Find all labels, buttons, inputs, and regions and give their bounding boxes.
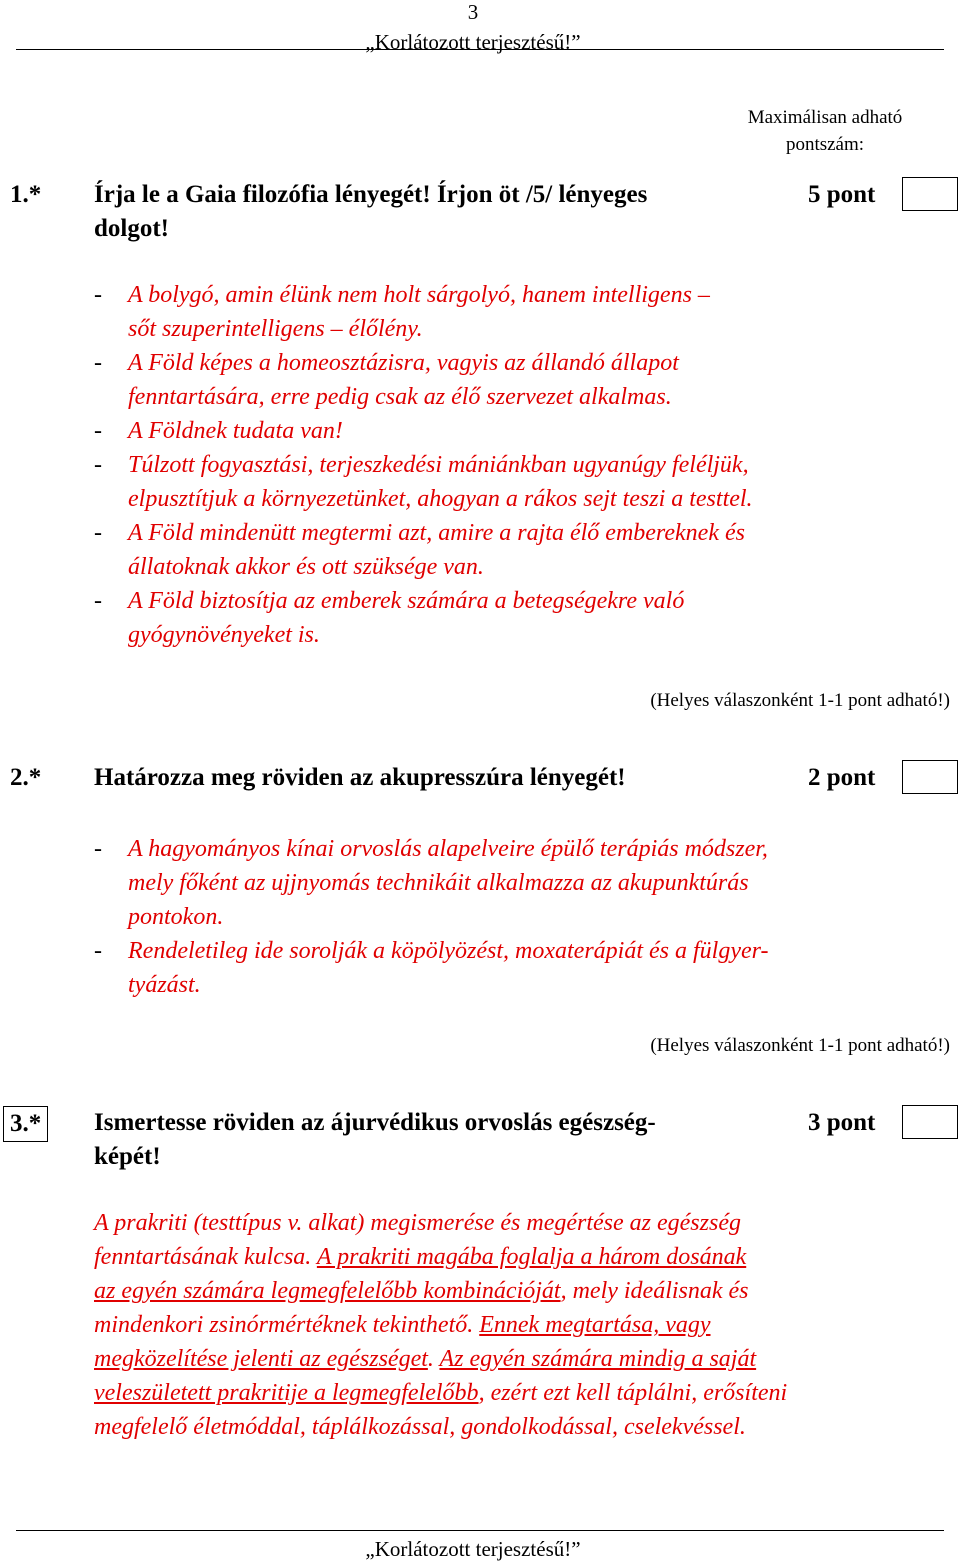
- question-1-text-line2: dolgot!: [94, 215, 169, 242]
- question-3-points: 3 pont: [808, 1109, 876, 1136]
- answer-line: pontokon.: [128, 904, 224, 930]
- paragraph-line: [94, 1342, 944, 1376]
- question-1-score-box[interactable]: [902, 177, 958, 211]
- answer-text: fenntartásának kulcsa.: [94, 1244, 317, 1270]
- answer-line: sőt szuperintelligens – élőlény.: [128, 316, 423, 342]
- question-2-number: 2.*: [10, 764, 42, 791]
- question-2-score-box[interactable]: [902, 760, 958, 794]
- answer-dash: -: [94, 350, 102, 376]
- answer-line: fenntartására, erre pedig csak az élő szervezet alkalmas.: [128, 384, 672, 410]
- answer-item: [94, 516, 924, 584]
- answer-item: [94, 934, 924, 1002]
- header-restriction-label: „Korlátozott terjesztésű!”: [365, 30, 581, 54]
- answer-dash: -: [94, 520, 102, 546]
- underlined-answer-text: Ennek megtartása, vagy: [479, 1312, 711, 1338]
- footer-divider: [16, 1530, 944, 1531]
- max-points-line1: Maximálisan adható: [747, 107, 903, 128]
- answer-text: megfelelő életmóddal, táplálkozással, gondolkodással, cselekvéssel.: [94, 1414, 746, 1440]
- underlined-answer-text: megközelítése jelenti az egészséget: [94, 1346, 428, 1372]
- answer-text: A prakriti (testtípus v. alkat) megismerése és megértése az egészség: [94, 1210, 741, 1236]
- header-divider: [16, 49, 944, 50]
- max-points-line2: pontszám:: [785, 134, 865, 155]
- paragraph-line: [94, 1376, 944, 1410]
- question-2-scoring-note: (Helyes válaszonként 1-1 pont adható!): [650, 1035, 950, 1056]
- question-3-score-box[interactable]: [902, 1105, 958, 1139]
- underlined-answer-text: Az egyén számára mindig a saját: [439, 1346, 757, 1372]
- answer-line: elpusztítjuk a környezetünket, ahogyan a rákos sejt teszi a testtel.: [128, 486, 753, 512]
- paragraph-line: [94, 1308, 944, 1342]
- answer-line: tyázást.: [128, 972, 201, 998]
- answer-item: [94, 346, 924, 414]
- answer-line: gyógynövényeket is.: [128, 622, 320, 648]
- question-2-points: 2 pont: [808, 764, 876, 791]
- underlined-answer-text: A prakriti magába foglalja a három dosának: [316, 1244, 747, 1270]
- question-3-number: 3.*: [3, 1106, 48, 1142]
- paragraph-line: [94, 1410, 944, 1444]
- page-number: 3: [467, 0, 479, 24]
- answer-line: A Föld képes a homeosztázisra, vagyis az állandó állapot: [128, 350, 679, 376]
- answer-item: [94, 584, 924, 652]
- answer-item: [94, 832, 924, 934]
- paragraph-line: [94, 1240, 944, 1274]
- answer-line: A Föld biztosítja az emberek számára a betegségekre való: [128, 588, 685, 614]
- answer-line: A Föld mindenütt megtermi azt, amire a rajta élő embereknek és: [128, 520, 745, 546]
- underlined-answer-text: veleszületett prakritije a legmegfelelőbb: [94, 1380, 479, 1406]
- paragraph-line: [94, 1206, 944, 1240]
- answer-item: [94, 448, 924, 516]
- answer-text: mindenkori zsinórmértéknek tekinthető.: [94, 1312, 480, 1338]
- question-1-scoring-note: (Helyes válaszonként 1-1 pont adható!): [650, 690, 950, 711]
- answer-line: Túlzott fogyasztási, terjeszkedési mániánkban ugyanúgy feléljük,: [128, 452, 749, 478]
- answer-line: mely főként az ujjnyomás technikáit alkalmazza az akupunktúrás: [128, 870, 749, 896]
- question-1-points: 5 pont: [808, 181, 876, 208]
- answer-line: állatoknak akkor és ott szüksége van.: [128, 554, 484, 580]
- answer-line: A Földnek tudata van!: [128, 418, 343, 444]
- question-1-number: 1.*: [10, 181, 42, 208]
- answer-dash: -: [94, 282, 102, 308]
- question-3-text-line1: Ismertesse röviden az ájurvédikus orvoslás egészség-: [94, 1109, 656, 1136]
- answer-text: .: [427, 1346, 440, 1372]
- question-1-text-line1: Írja le a Gaia filozófia lényegét! Írjon öt /5/ lényeges: [94, 181, 648, 208]
- answer-text: , ezért ezt kell táplálni, erősíteni: [478, 1380, 788, 1406]
- question-2-text: Határozza meg röviden az akupresszúra lényegét!: [94, 764, 626, 791]
- answer-item: [94, 278, 924, 346]
- answer-dash: -: [94, 418, 102, 444]
- answer-line: A hagyományos kínai orvoslás alapelveire épülő terápiás módszer,: [128, 836, 768, 862]
- answer-text: , mely ideálisnak és: [560, 1278, 749, 1304]
- answer-line: Rendeletileg ide sorolják a köpölyözést, moxaterápiát és a fülgyer-: [128, 938, 769, 964]
- paragraph-line: [94, 1274, 944, 1308]
- answer-dash: -: [94, 938, 102, 964]
- max-points-label: [720, 104, 930, 158]
- question-3-text-line2: képét!: [94, 1143, 161, 1170]
- answer-dash: -: [94, 836, 102, 862]
- footer-restriction-label: „Korlátozott terjesztésű!”: [365, 1537, 581, 1561]
- answer-line: A bolygó, amin élünk nem holt sárgolyó, hanem intelligens –: [128, 282, 710, 308]
- question-3-answer-paragraph: [94, 1206, 944, 1444]
- question-1-answers: [94, 278, 924, 652]
- answer-dash: -: [94, 588, 102, 614]
- question-2-answers: [94, 832, 924, 1002]
- underlined-answer-text: az egyén számára legmegfelelőbb kombinációját: [94, 1278, 561, 1304]
- answer-dash: -: [94, 452, 102, 478]
- answer-item: [94, 414, 924, 448]
